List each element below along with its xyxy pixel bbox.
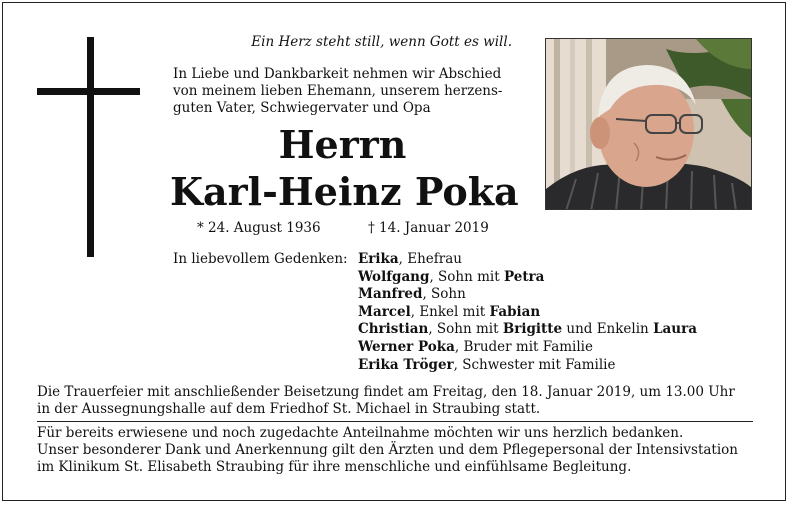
portrait-photo <box>545 38 752 210</box>
intro-text <box>173 66 523 117</box>
relative-relation: , Sohn <box>422 286 466 303</box>
relative-name: Manfred <box>358 286 423 303</box>
relative-entry <box>358 304 540 322</box>
relative-name: Erika Tröger <box>358 356 454 373</box>
relative-name: Wolfgang <box>358 268 430 285</box>
remembrance-label: In liebevollem Gedenken: <box>173 251 348 267</box>
relative-name: Brigitte <box>502 321 563 338</box>
thanks-line: im Klinikum St. Elisabeth Straubing für ihre menschliche und einfühlsame Begleitung. <box>37 459 632 475</box>
relative-name: Fabian <box>489 303 541 320</box>
relative-entry <box>358 286 466 304</box>
relative-entry <box>358 357 615 375</box>
cross-horizontal-bar <box>37 88 140 95</box>
funeral-details <box>37 384 753 418</box>
relative-name: Werner Poka <box>358 339 455 355</box>
relative-relation: , Ehefrau <box>398 251 462 267</box>
relative-name: Christian <box>358 321 429 338</box>
funeral-details-line: Die Trauerfeier mit anschließender Beisetzung findet am Freitag, den 18. Januar 2019, um 13.00 Uhr <box>37 384 735 400</box>
relative-entry <box>358 269 544 287</box>
salutation: Herrn <box>278 122 407 167</box>
deceased-name: Karl-Heinz Poka <box>170 169 519 214</box>
thanks-text <box>37 425 757 476</box>
relative-relation: , Sohn mit <box>428 321 503 338</box>
portrait-photo-illustration <box>546 39 752 210</box>
thanks-line: Unser besonderer Dank und Anerkennung gilt den Ärzten und dem Pflegepersonal der Intensivstation <box>37 442 738 458</box>
funeral-details-line: in der Aussegnungshalle auf dem Friedhof St. Michael in Straubing statt. <box>37 401 541 417</box>
death-date: † 14. Januar 2019 <box>368 220 489 236</box>
relative-relation: , Sohn mit <box>429 268 504 285</box>
intro-line: In Liebe und Dankbarkeit nehmen wir Abschied <box>173 66 502 82</box>
relative-name: Petra <box>503 268 545 285</box>
relative-entry <box>358 339 593 357</box>
relative-relation: und Enkelin <box>562 321 654 338</box>
relative-relation: , Bruder mit Familie <box>454 339 593 355</box>
relative-name: Laura <box>653 321 697 338</box>
motto: Ein Herz steht still, wenn Gott es will. <box>251 34 512 50</box>
relative-name: Marcel <box>358 303 411 320</box>
intro-line: von meinem lieben Ehemann, unserem herzens- <box>173 83 503 99</box>
relative-name: Erika <box>358 251 399 267</box>
cross-vertical-bar <box>87 37 94 257</box>
divider <box>37 421 753 422</box>
birth-date: * 24. August 1936 <box>197 220 321 236</box>
thanks-line: Für bereits erwiesene und noch zugedachte Anteilnahme möchten wir uns herzlich bedanken. <box>37 425 684 441</box>
relative-relation: , Enkel mit <box>410 303 490 320</box>
relative-entry <box>358 251 462 269</box>
intro-line: guten Vater, Schwiegervater und Opa <box>173 100 431 116</box>
relative-entry <box>358 321 697 339</box>
relative-relation: , Schwester mit Familie <box>453 356 616 373</box>
